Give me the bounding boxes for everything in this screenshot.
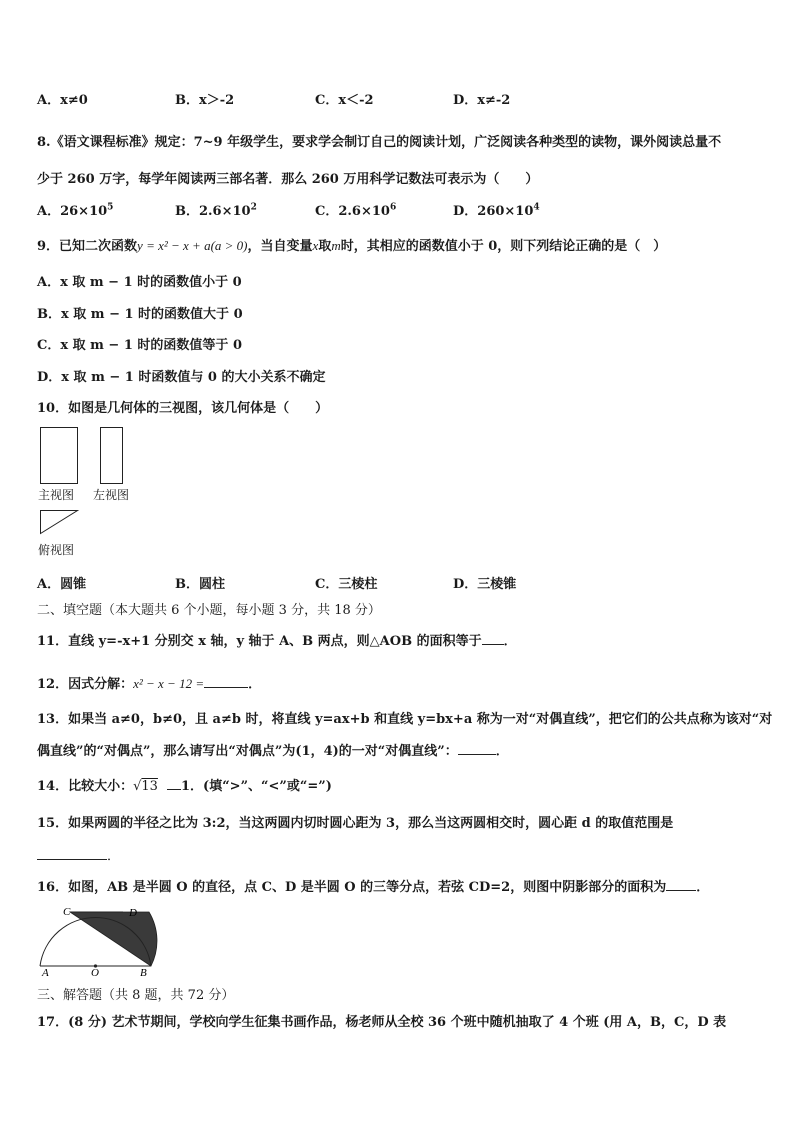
q8-line-2: 少于 260 万字，每学年阅读两三部名著．那么 260 万用科学记数法可表示为（ ） [37, 172, 539, 187]
label-b: B [140, 967, 147, 978]
q14: 14．比较大小：√13 1．(填“>”、“<”或“=”) [37, 779, 332, 794]
front-view-label: 主视图 [38, 488, 75, 502]
q15-line-1: 15．如果两圆的半径之比为 3:2，当这两圆内切时圆心距为 3，那么当这两圆相交时，圆心距 d 的取值范围是 [37, 816, 674, 831]
q8-option-a: A．$26\times 10^5$ [37, 202, 114, 219]
q13-line-1: 13．如果当 a≠0，b≠0，且 a≠b 时，将直线 y=ax+b 和直线 y=bx+a 称为一对“对偶直线”，把它们的公共点称为该对“对 [37, 712, 773, 727]
q10-option-d: D．三棱锥 [453, 577, 517, 592]
q7-option-a: A．x≠0 [37, 93, 88, 108]
label-c: C [63, 906, 71, 918]
top-view-triangle [41, 511, 78, 534]
top-view-label: 俯视图 [38, 543, 75, 557]
q8-line-1: 8.《语文课程标准》规定：7~9 年级学生，要求学会制订自己的阅读计划，广泛阅读各种类型的读物，课外阅读总量不 [37, 135, 722, 150]
q8-option-b: B．$2.6\times 10^2$ [175, 202, 257, 219]
q10-option-a: A．圆锥 [37, 577, 87, 592]
q9-option-d: D．x 取 m − 1 时函数值与 0 的大小关系不确定 [37, 370, 326, 385]
semicircle-figure [37, 902, 162, 978]
label-d: D [129, 907, 137, 919]
q7-option-b: B．x＞-2 [175, 93, 235, 108]
q9-option-a: A．x 取 m − 1 时的函数值小于 0 [37, 275, 242, 290]
q9-option-b: B．x 取 m − 1 时的函数值大于 0 [37, 307, 243, 322]
q10-stem: 10．如图是几何体的三视图，该几何体是（ ） [37, 401, 329, 416]
label-o: O [91, 967, 99, 978]
q9-stem: 9．已知二次函数y = x² − x + a(a > 0)，当自变量x取m时，其相应的函数值小于 0，则下列结论正确的是（ ） [37, 238, 667, 254]
q10-option-b: B．圆柱 [175, 577, 225, 592]
q9-formula: y = x² − x + a(a > 0) [137, 238, 248, 253]
q9-option-c: C．x 取 m − 1 时的函数值等于 0 [37, 338, 242, 353]
sqrt-symbol: √13 [133, 779, 158, 794]
label-a: A [42, 967, 49, 978]
q7-option-d: D．x≠-2 [453, 93, 511, 108]
q17-line-1: 17．(8 分) 艺术节期间，学校向学生征集书画作品，杨老师从全校 36 个班中随机抽取了 4 个班 (用 A，B，C，D 表 [37, 1015, 727, 1030]
q10-option-c: C．三棱柱 [315, 577, 378, 592]
q8-option-d: D．$260\times 10^4$ [453, 202, 540, 219]
q11: 11．直线 y=-x+1 分别交 x 轴，y 轴于 A、B 两点，则△AOB 的面积等于 ． [37, 634, 517, 649]
q7-option-c: C．x＜-2 [315, 93, 374, 108]
left-view-rect [101, 428, 123, 484]
q15-answer-blank: ． [37, 845, 120, 864]
q8-option-c: C．$2.6\times 10^6$ [315, 202, 397, 219]
q12: 12．因式分解：x² − x − 12 = ． [37, 676, 262, 692]
q16: 16．如图，AB 是半圆 O 的直径，点 C、D 是半圆 O 的三等分点，若弦 CD=2，则图中阴影部分的面积为 ． [37, 880, 710, 895]
section-3-heading: 三、解答题（共 8 题，共 72 分） [37, 988, 235, 1003]
front-view-rect [41, 428, 78, 484]
section-2-heading: 二、填空题（本大题共 6 个小题，每小题 3 分，共 18 分） [37, 603, 381, 618]
left-view-label: 左视图 [93, 488, 130, 502]
three-view-figure [38, 425, 148, 535]
q13-line-2: 偶直线”的“对偶点”，那么请写出“对偶点”为(1，4)的一对“对偶直线”： ． [37, 744, 509, 759]
